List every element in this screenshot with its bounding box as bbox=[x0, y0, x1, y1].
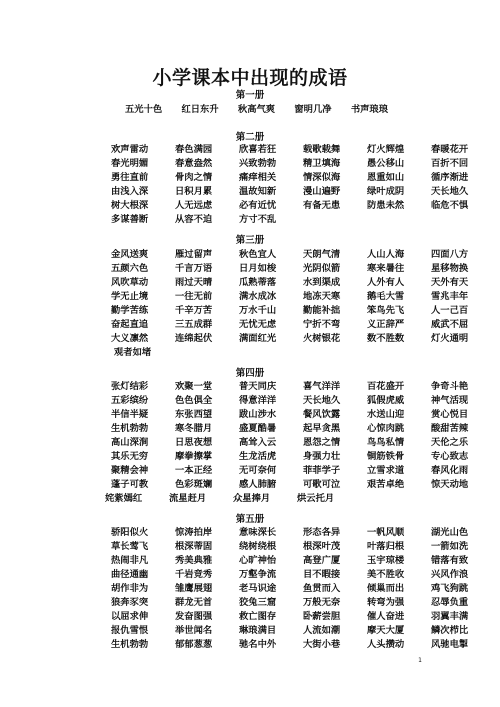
idiom: 热闹非凡 bbox=[111, 555, 149, 566]
section-heading-2: 第二册 bbox=[235, 132, 265, 143]
idiom-row bbox=[111, 141, 495, 154]
idiom-row bbox=[111, 524, 495, 537]
idiom: 惊天动地 bbox=[431, 479, 469, 490]
idiom: 书声琅琅 bbox=[350, 104, 389, 115]
idiom: 草长莺飞 bbox=[111, 541, 149, 552]
idiom: 学无止境 bbox=[111, 291, 149, 302]
idiom: 方寸不乱 bbox=[239, 214, 277, 225]
idiom: 天长地久 bbox=[431, 186, 469, 197]
idiom-row bbox=[125, 101, 404, 115]
idiom: 惊涛拍岸 bbox=[175, 527, 213, 538]
idiom: 千言万语 bbox=[175, 263, 213, 274]
idiom-row bbox=[111, 538, 495, 551]
idiom: 流星赶月 bbox=[169, 493, 207, 504]
idiom: 人山人海 bbox=[367, 249, 405, 260]
idiom: 错落有致 bbox=[431, 555, 469, 566]
idiom: 赏心悦目 bbox=[431, 409, 469, 420]
idiom-row bbox=[111, 448, 495, 461]
idiom: 普天同庆 bbox=[239, 381, 277, 392]
idiom: 金风送爽 bbox=[111, 249, 149, 260]
idiom: 风驰电掣 bbox=[431, 639, 469, 650]
idiom: 临危不惧 bbox=[431, 200, 469, 211]
idiom: 色彩斑斓 bbox=[175, 479, 213, 490]
idiom-row bbox=[111, 316, 495, 329]
idiom: 郁郁葱葱 bbox=[175, 639, 213, 650]
idiom: 勇往直前 bbox=[111, 172, 149, 183]
idiom: 雏鹰展翅 bbox=[175, 583, 213, 594]
document-title: 小学课本中出现的成语 bbox=[152, 67, 348, 89]
idiom: 五彩缤纷 bbox=[111, 395, 149, 406]
idiom: 生机勃勃 bbox=[111, 639, 149, 650]
idiom: 专心致志 bbox=[431, 451, 469, 462]
idiom: 喜气洋洋 bbox=[303, 381, 341, 392]
idiom: 姹紫嫣红 bbox=[105, 493, 143, 504]
idiom: 勤学苦练 bbox=[111, 305, 149, 316]
idiom-row bbox=[111, 580, 495, 593]
idiom: 从容不迫 bbox=[175, 214, 213, 225]
idiom: 大义凛然 bbox=[111, 333, 149, 344]
idiom: 雁过留声 bbox=[175, 249, 213, 260]
idiom: 载歌载舞 bbox=[303, 144, 341, 155]
idiom: 一本正经 bbox=[175, 465, 213, 476]
idiom-row bbox=[111, 169, 495, 182]
idiom: 鳞次栉比 bbox=[431, 625, 469, 636]
idiom: 意味深长 bbox=[239, 527, 277, 538]
idiom: 鹅毛大雪 bbox=[367, 291, 405, 302]
idiom: 心惊肉跳 bbox=[367, 423, 405, 434]
idiom: 骨肉之情 bbox=[175, 172, 213, 183]
idiom: 铜筋铁骨 bbox=[367, 451, 405, 462]
idiom: 争奇斗艳 bbox=[431, 381, 469, 392]
idiom-row bbox=[105, 490, 361, 503]
idiom: 立雪求道 bbox=[367, 465, 405, 476]
page-number: 1 bbox=[418, 657, 422, 664]
idiom-row bbox=[111, 566, 495, 579]
idiom: 天外有天 bbox=[431, 277, 469, 288]
idiom: 叶落归根 bbox=[367, 541, 405, 552]
idiom: 盛夏酷暑 bbox=[239, 423, 277, 434]
idiom-row bbox=[111, 594, 495, 607]
idiom: 威武不屈 bbox=[431, 319, 469, 330]
idiom: 聚精会神 bbox=[111, 465, 149, 476]
section-heading-3: 第三册 bbox=[235, 235, 265, 246]
idiom: 人流如潮 bbox=[303, 625, 341, 636]
idiom: 摩拳擦掌 bbox=[175, 451, 213, 462]
idiom: 万水千山 bbox=[239, 305, 277, 316]
idiom: 四面八方 bbox=[431, 249, 469, 260]
idiom: 骄阳似火 bbox=[111, 527, 149, 538]
idiom: 东张西望 bbox=[175, 409, 213, 420]
idiom: 美不胜收 bbox=[367, 569, 405, 580]
idiom: 奋起直追 bbox=[111, 319, 149, 330]
idiom: 鸟鸟私情 bbox=[367, 437, 405, 448]
idiom-row bbox=[111, 211, 303, 224]
idiom: 秋色宜人 bbox=[239, 249, 277, 260]
idiom: 无可奈何 bbox=[239, 465, 277, 476]
idiom: 根深叶茂 bbox=[303, 541, 341, 552]
section-heading-5: 第五册 bbox=[235, 514, 265, 525]
idiom: 千辛万苦 bbox=[175, 305, 213, 316]
idiom: 五光十色 bbox=[125, 104, 163, 115]
idiom: 三五成群 bbox=[175, 319, 213, 330]
idiom: 一帆风顺 bbox=[367, 527, 405, 538]
idiom: 高登广厦 bbox=[303, 555, 341, 566]
idiom: 老马识途 bbox=[239, 583, 277, 594]
idiom: 群龙无首 bbox=[175, 597, 213, 608]
idiom: 灯火辉煌 bbox=[367, 144, 405, 155]
idiom: 循序渐进 bbox=[431, 172, 469, 183]
idiom: 树大根深 bbox=[111, 200, 149, 211]
idiom: 根深蒂固 bbox=[175, 541, 213, 552]
idiom: 欢聚一堂 bbox=[175, 381, 213, 392]
idiom: 绕树绕根 bbox=[239, 541, 277, 552]
idiom: 狼奔豕突 bbox=[111, 597, 149, 608]
idiom-row bbox=[111, 392, 495, 405]
idiom: 身强力壮 bbox=[303, 451, 341, 462]
idiom: 地冻天寒 bbox=[303, 291, 341, 302]
idiom: 春风化雨 bbox=[431, 465, 469, 476]
idiom: 其乐无穷 bbox=[111, 451, 149, 462]
idiom: 五颜六色 bbox=[111, 263, 149, 274]
idiom: 忍辱负重 bbox=[431, 597, 469, 608]
idiom: 漫山遍野 bbox=[303, 186, 341, 197]
idiom: 火树银花 bbox=[303, 333, 341, 344]
idiom: 恩重如山 bbox=[367, 172, 405, 183]
idiom: 心旷神怡 bbox=[239, 555, 277, 566]
idiom: 餐风饮露 bbox=[303, 409, 341, 420]
idiom: 连绵起伏 bbox=[175, 333, 213, 344]
idiom: 精卫填海 bbox=[303, 158, 341, 169]
idiom-row bbox=[111, 197, 495, 210]
idiom: 人无远虑 bbox=[175, 200, 213, 211]
idiom: 欢声雷动 bbox=[111, 144, 149, 155]
idiom: 水到渠成 bbox=[303, 277, 341, 288]
idiom: 春色满园 bbox=[175, 144, 213, 155]
idiom: 卧薪尝胆 bbox=[303, 611, 341, 622]
idiom: 瓜熟蒂落 bbox=[239, 277, 277, 288]
idiom: 雪兆丰年 bbox=[431, 291, 469, 302]
idiom: 人一己百 bbox=[431, 305, 469, 316]
idiom: 宁折不弯 bbox=[303, 319, 341, 330]
idiom: 有备无患 bbox=[303, 200, 341, 211]
idiom-row bbox=[111, 608, 495, 621]
idiom-row bbox=[111, 378, 495, 391]
idiom: 跋山涉水 bbox=[239, 409, 277, 420]
idiom: 绿叶成阴 bbox=[367, 186, 405, 197]
idiom-row bbox=[111, 155, 495, 168]
idiom-row bbox=[111, 274, 495, 287]
idiom: 春光明媚 bbox=[111, 158, 149, 169]
idiom: 高耸入云 bbox=[239, 437, 277, 448]
idiom: 感人肺腑 bbox=[239, 479, 277, 490]
idiom: 羽翼丰满 bbox=[431, 611, 469, 622]
idiom: 天伦之乐 bbox=[431, 437, 469, 448]
idiom: 色色俱全 bbox=[175, 395, 213, 406]
idiom: 光阴似箭 bbox=[303, 263, 341, 274]
idiom: 举世闻名 bbox=[175, 625, 213, 636]
idiom: 满面红光 bbox=[239, 333, 277, 344]
idiom: 琳琅满目 bbox=[239, 625, 277, 636]
section-heading-4: 第四册 bbox=[235, 368, 265, 379]
idiom: 大街小巷 bbox=[303, 639, 341, 650]
idiom-row bbox=[111, 552, 495, 565]
idiom: 神气活现 bbox=[431, 395, 469, 406]
idiom-row bbox=[111, 420, 495, 433]
idiom: 目不暇接 bbox=[303, 569, 341, 580]
idiom: 湖光山色 bbox=[431, 527, 469, 538]
idiom: 一往无前 bbox=[175, 291, 213, 302]
idiom: 张灯结彩 bbox=[111, 381, 149, 392]
idiom: 千岩竞秀 bbox=[175, 569, 213, 580]
idiom: 胡作非为 bbox=[111, 583, 149, 594]
idiom: 人头攒动 bbox=[367, 639, 405, 650]
idiom: 形态各异 bbox=[303, 527, 341, 538]
idiom: 寒来暑往 bbox=[367, 263, 405, 274]
idiom-row bbox=[111, 330, 495, 343]
idiom: 春暖花开 bbox=[431, 144, 469, 155]
idiom: 日思夜想 bbox=[175, 437, 213, 448]
idiom: 兴风作浪 bbox=[431, 569, 469, 580]
idiom: 勤能补拙 bbox=[303, 305, 341, 316]
idiom-row bbox=[111, 476, 495, 489]
idiom: 万般无奈 bbox=[303, 597, 341, 608]
idiom: 酸甜苦辣 bbox=[431, 423, 469, 434]
idiom: 恩怨之情 bbox=[303, 437, 341, 448]
idiom: 水送山迎 bbox=[367, 409, 405, 420]
idiom: 兴致勃勃 bbox=[239, 158, 277, 169]
idiom: 观者如堵 bbox=[114, 347, 152, 358]
idiom: 人外有人 bbox=[367, 277, 405, 288]
idiom: 由浅入深 bbox=[111, 186, 149, 197]
idiom: 天长地久 bbox=[303, 395, 341, 406]
idiom: 狡兔三窟 bbox=[239, 597, 277, 608]
section-heading-1: 第一册 bbox=[235, 90, 265, 101]
idiom: 转弯为强 bbox=[367, 597, 405, 608]
idiom: 百折不回 bbox=[431, 158, 469, 169]
idiom-row bbox=[111, 406, 495, 419]
idiom-row bbox=[111, 434, 495, 447]
idiom: 起早贪黑 bbox=[303, 423, 341, 434]
idiom: 烘云托月 bbox=[297, 493, 335, 504]
idiom: 救亡图存 bbox=[239, 611, 277, 622]
idiom-row bbox=[111, 246, 495, 259]
idiom: 鱼贯而入 bbox=[303, 583, 341, 594]
idiom: 菲菲学子 bbox=[303, 465, 341, 476]
idiom: 曲径通幽 bbox=[111, 569, 149, 580]
idiom: 雨过天晴 bbox=[175, 277, 213, 288]
idiom: 无忧无虑 bbox=[239, 319, 277, 330]
idiom: 必有近忧 bbox=[239, 200, 277, 211]
idiom: 高山深涧 bbox=[111, 437, 149, 448]
idiom: 以屈求伸 bbox=[111, 611, 149, 622]
idiom: 多谋善断 bbox=[111, 214, 149, 225]
idiom: 鸡飞狗跳 bbox=[431, 583, 469, 594]
idiom: 艰苦卓绝 bbox=[367, 479, 405, 490]
idiom: 情深似海 bbox=[303, 172, 341, 183]
idiom: 红日东升 bbox=[181, 104, 219, 115]
idiom: 众星捧月 bbox=[233, 493, 271, 504]
idiom: 风吹草动 bbox=[111, 277, 149, 288]
idiom: 防患未然 bbox=[367, 200, 405, 211]
idiom: 日月如梭 bbox=[239, 263, 277, 274]
idiom: 春意盎然 bbox=[175, 158, 213, 169]
idiom: 报仇雪恨 bbox=[111, 625, 149, 636]
idiom: 笨鸟先飞 bbox=[367, 305, 405, 316]
idiom-row bbox=[114, 344, 178, 357]
idiom: 可歌可泣 bbox=[303, 479, 341, 490]
idiom-row bbox=[111, 183, 495, 196]
idiom: 百花盛开 bbox=[367, 381, 405, 392]
idiom: 寒冬腊月 bbox=[175, 423, 213, 434]
idiom-row bbox=[111, 462, 495, 475]
idiom: 生龙活虎 bbox=[239, 451, 277, 462]
idiom: 数不胜数 bbox=[367, 333, 405, 344]
idiom: 星移物换 bbox=[431, 263, 469, 274]
idiom: 痛痒相关 bbox=[239, 172, 277, 183]
idiom: 满水成冰 bbox=[239, 291, 277, 302]
idiom: 驰名中外 bbox=[239, 639, 277, 650]
idiom: 摩天大厦 bbox=[367, 625, 405, 636]
idiom: 秋高气爽 bbox=[237, 104, 276, 115]
idiom: 狐假虎威 bbox=[367, 395, 405, 406]
idiom: 发奋图强 bbox=[175, 611, 213, 622]
idiom: 欣喜若狂 bbox=[239, 144, 277, 155]
idiom: 一箭如洗 bbox=[431, 541, 469, 552]
idiom: 倾巢而出 bbox=[367, 583, 405, 594]
idiom: 义正辞严 bbox=[367, 319, 405, 330]
idiom: 万壑争流 bbox=[239, 569, 277, 580]
idiom: 催人奋进 bbox=[367, 611, 405, 622]
idiom-row bbox=[111, 302, 495, 315]
idiom-row bbox=[111, 288, 495, 301]
idiom: 灯火通明 bbox=[431, 333, 469, 344]
idiom: 半信半疑 bbox=[111, 409, 149, 420]
idiom: 温故知新 bbox=[239, 186, 277, 197]
idiom: 窗明几净 bbox=[294, 104, 332, 115]
idiom-row bbox=[111, 622, 495, 635]
idiom: 玉宇琼楼 bbox=[367, 555, 405, 566]
idiom-row bbox=[111, 260, 495, 273]
idiom: 蓬子可教 bbox=[111, 479, 149, 490]
idiom: 愚公移山 bbox=[367, 158, 405, 169]
idiom: 得意洋洋 bbox=[239, 395, 277, 406]
idiom: 生机勃勃 bbox=[111, 423, 149, 434]
idiom: 秀美典雅 bbox=[175, 555, 213, 566]
idiom-row bbox=[111, 636, 495, 649]
idiom: 日积月累 bbox=[175, 186, 213, 197]
idiom: 天朗气清 bbox=[303, 249, 341, 260]
